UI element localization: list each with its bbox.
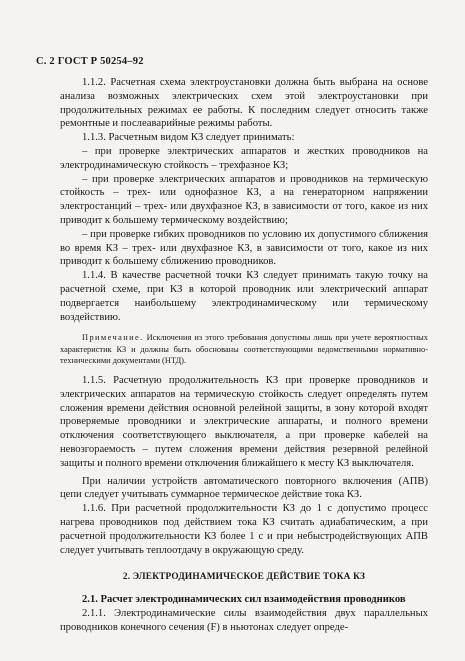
note-label: Примечание. <box>82 333 144 343</box>
page-body <box>60 76 428 635</box>
paragraph-2-1-1: 2.1.1. Электродинамические силы взаимодействия двух параллельных проводников конечного сечения (F) в ньютонах следует опреде- <box>60 607 428 633</box>
list-item-flexible: – при проверке гибких проводников по условию их допустимого сближения во время КЗ – трех- или двухфазное КЗ, в зависимости от того, какое из них приводит к большему сближению проводников. <box>60 228 428 268</box>
note-paragraph <box>60 332 428 366</box>
paragraph-1-1-4: 1.1.4. В качестве расчетной точки КЗ следует принимать такую точку на расчетной схеме, при КЗ в которой проводник или электрический аппарат подвергается наибольшему электродинамическому или термическому воздействию. <box>60 270 428 323</box>
subsection-title: 2.1. Расчет электродинамических сил взаимодействия проводников <box>82 594 406 606</box>
paragraph-1-1-2: 1.1.2. Расчетная схема электроустановки должна быть выбрана на основе анализа возможных электрических схем этой электроустановки при продолжительных режимах ее работы. К последним следует относить также ремонтные и послеаварийные режимы работы. <box>60 77 428 130</box>
list-item-dynamic: – при проверке электрических аппаратов и жестких проводников на электродинамическую стойкость – трехфазное КЗ; <box>60 145 428 171</box>
paragraph-apv: При наличии устройств автоматического повторного включения (АПВ) цепи следует учитывать суммарное термическое действие тока КЗ. <box>60 475 428 501</box>
paragraph-1-1-6: 1.1.6. При расчетной продолжительности КЗ до 1 с допустимо процесс нагрева проводников под действием тока КЗ считать адиабатическим, а при расчетной продолжительности КЗ более 1 с и при небыстродействующих АПВ следует учитывать теплоотдачу в окружающую среду. <box>60 503 428 556</box>
page-header: С. 2 ГОСТ Р 50254–92 <box>36 56 144 67</box>
note-text: Исключения из этого требования допустимы лишь при учете вероятностных характеристик КЗ и должны быть обоснованы соответствующими ведомственными нормативно-техническими документами (НТД). <box>60 333 428 365</box>
list-item-thermal: – при проверке электрических аппаратов и проводников на термическую стойкость – трех- или однофазное КЗ, а на генераторном напряжении электростанций – трех- или двухфазное КЗ, в зависимости от того, какое из них приводит к большему термическому воздействию; <box>60 173 428 226</box>
paragraph-1-1-3: 1.1.3. Расчетным видом КЗ следует принимать: <box>82 132 295 144</box>
section-title: 2. ЭЛЕКТРОДИНАМИЧЕСКОЕ ДЕЙСТВИЕ ТОКА КЗ <box>122 572 366 583</box>
paragraph-1-1-5: 1.1.5. Расчетную продолжительность КЗ при проверке проводников и электрических аппаратов на термическую стойкость следует определять путем сложения времени действия основной релейной защиты, в зону которой входят проверяемые проводники и электрические аппараты, и полного времени отключения соответствующего выключателя, а при проверке кабелей на невозгораемость – путем сложения времени действия резервной релейной защиты и полного времени отключения ближайшего к месту КЗ выключателя. <box>60 374 428 469</box>
